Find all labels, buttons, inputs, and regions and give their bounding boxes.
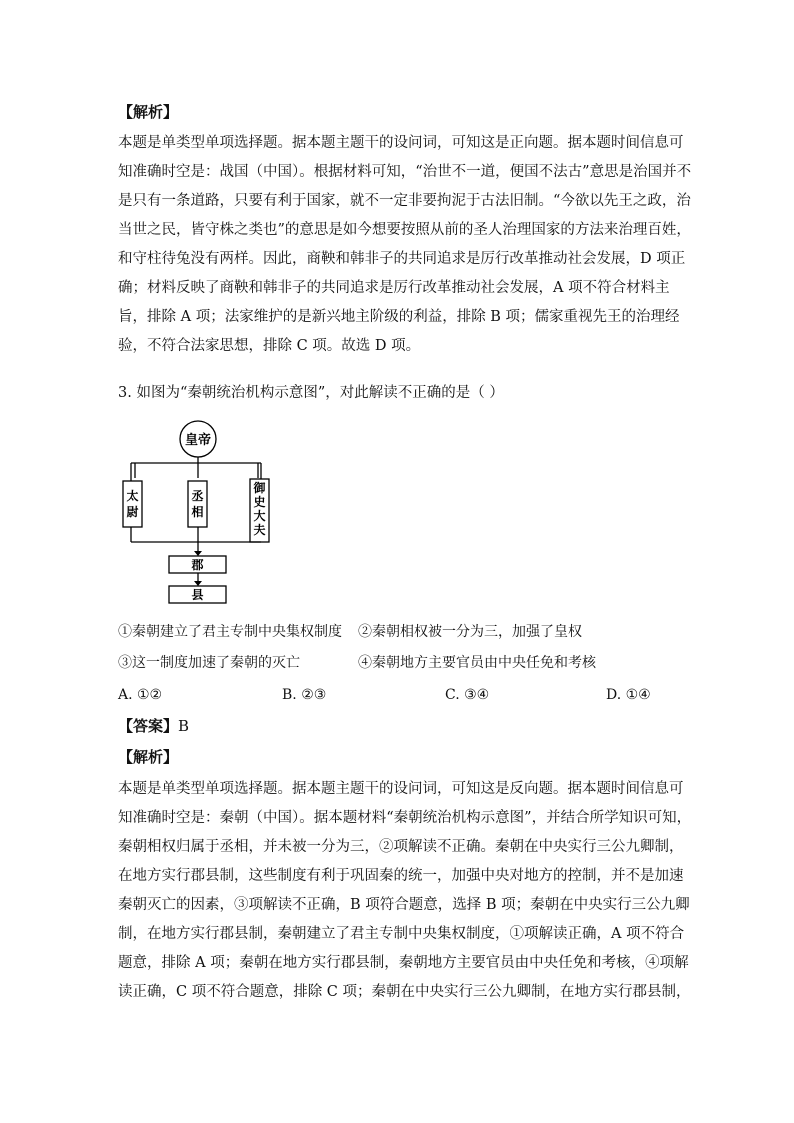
- statement-1: ①秦朝建立了君主专制中央集权制度: [118, 624, 342, 640]
- option-a: A. ①②: [118, 687, 163, 703]
- analysis-heading-1: 【解析】: [118, 103, 179, 121]
- text-line: 读正确，C 项不符合题意，排除 C 项；秦朝在中央实行三公九卿制，在地方实行郡县制，: [118, 984, 691, 1000]
- option-b: B. ②③: [282, 687, 327, 703]
- text-line: 旨，排除 A 项；法家维护的是新兴地主阶级的利益，排除 B 项；儒家重视先王的治理经: [118, 309, 680, 325]
- qin-government-diagram: [118, 418, 278, 610]
- chengxiang-node: [188, 481, 207, 527]
- text-line: 确；材料反映了商鞅和韩非子的共同追求是厉行改革推动社会发展，A 项不符合材料主: [118, 280, 670, 296]
- text-line: 和守柱待兔没有两样。因此，商鞅和韩非子的共同追求是厉行改革推动社会发展，D 项正: [118, 251, 686, 267]
- text-line: 本题是单类型单项选择题。据本题主题干的设问词，可知这是反向题。据本题时间信息可: [118, 781, 684, 797]
- text-line: 在地方实行郡县制，这些制度有利于巩固秦的统一，加强中央对地方的控制，并不是加速: [118, 868, 684, 884]
- text-line: 题意，排除 A 项；秦朝在地方实行郡县制，秦朝地方主要官员由中央任免和考核，④项解: [118, 955, 689, 971]
- statement-3: ③这一制度加速了秦朝的灭亡: [118, 655, 300, 671]
- text-line: 秦朝相权归属于丞相，并未被一分为三，②项解读不正确。秦朝在中央实行三公九卿制，: [118, 839, 684, 855]
- taiwei-node: [123, 481, 142, 527]
- analysis-paragraph-2: [118, 775, 692, 1007]
- statement-2: ②秦朝相权被一分为三，加强了皇权: [358, 624, 582, 640]
- question-stem: 3. 如图为“秦朝统治机构示意图”，对此解读不正确的是（ ）: [118, 385, 504, 401]
- option-c: C. ③④: [445, 687, 490, 703]
- jun-label: 郡: [191, 558, 204, 572]
- text-line: 知准确时空是：秦朝（中国）。据本题材料“秦朝统治机构示意图”，并结合所学知识可知，: [118, 810, 692, 826]
- statement-4: ④秦朝地方主要官员由中央任免和考核: [358, 655, 596, 671]
- text-line: 秦朝灭亡的因素，③项解读不正确，B 项符合题意，选择 B 项；秦朝在中央实行三公九卿: [118, 897, 690, 913]
- option-d: D. ①④: [606, 687, 651, 703]
- text-line: 知准确时空是：战国（中国）。根据材料可知，“治世不一道，便国不法古”意思是治国并不: [118, 164, 692, 180]
- xian-label: 县: [191, 588, 204, 602]
- text-line: 制，在地方实行郡县制，秦朝建立了君主专制中央集权制度，①项解读正确，A 项不符合: [118, 926, 685, 942]
- yushi-label-1: 御: [253, 481, 266, 495]
- answer-label: 【答案】: [118, 717, 179, 735]
- taiwei-label-1: 太: [126, 489, 139, 503]
- yushi-label-2: 史: [253, 495, 266, 509]
- chengxiang-label-2: 相: [191, 505, 204, 519]
- analysis-heading-2: 【解析】: [118, 748, 179, 766]
- answer-value: B: [178, 717, 190, 735]
- answer-line: [118, 716, 189, 736]
- yushi-label-3: 大: [253, 509, 266, 523]
- yushi-label-4: 夫: [253, 523, 266, 537]
- text-line: 本题是单类型单项选择题。据本题主题干的设问词，可知这是正向题。据本题时间信息可: [118, 135, 684, 151]
- text-line: 当世之民，皆守株之类也”的意思是如今想要按照从前的圣人治理国家的方法来治理百姓，: [118, 222, 691, 238]
- taiwei-label-2: 尉: [126, 505, 139, 519]
- text-line: 验，不符合法家思想，排除 C 项。故选 D 项。: [118, 338, 421, 354]
- emperor-label: 皇帝: [184, 433, 212, 448]
- text-line: 是只有一条道路，只要有利于国家，就不一定非要拘泥于古法旧制。“今欲以先王之政，治: [118, 193, 691, 209]
- chengxiang-label-1: 丞: [191, 489, 204, 503]
- analysis-paragraph-1: [118, 129, 692, 361]
